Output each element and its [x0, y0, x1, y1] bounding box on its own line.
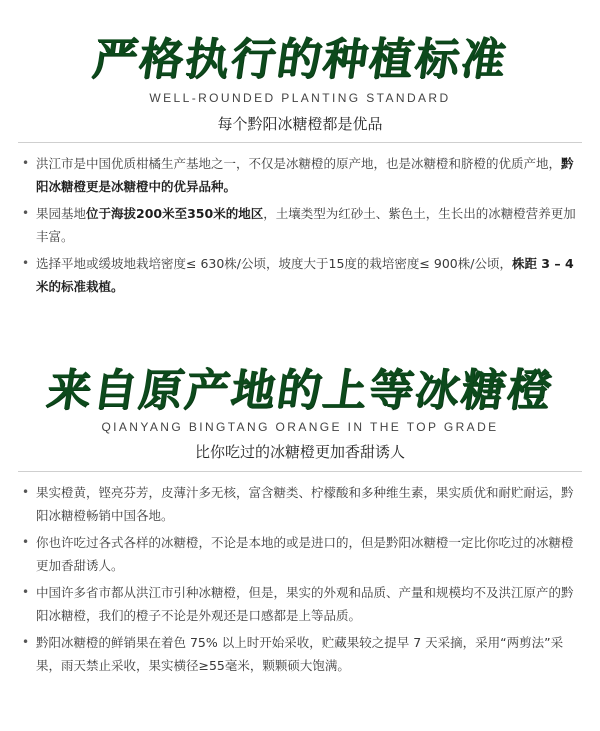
bullet-icon: •: [22, 535, 30, 549]
list-item: • 果实橙黄，铿亮芬芳，皮薄汁多无核，富含糖类、柠檬酸和多种维生素，果实质优和耐贮耐运，黔阳冰糖橙畅销中国各地。: [22, 481, 578, 527]
list-item: • 洪江市是中国优质柑橘生产基地之一，不仅是冰糖橙的原产地，也是冰糖橙和脐橙的优质产地，黔阳冰糖橙更是冰糖橙中的优异品种。: [22, 152, 578, 198]
bullet-icon: •: [22, 485, 30, 499]
bullet-icon: •: [22, 635, 30, 649]
section-subtitle-en: QIANYANG BINGTANG ORANGE IN THE TOP GRADE: [101, 420, 499, 434]
list-item: • 黔阳冰糖橙的鲜销果在着色 75% 以上时开始采收，贮藏果较之提早 7 天采摘，采用“两剪法”采果，雨天禁止采收，果实横径≥55毫米，颗颗硕大饱满。: [22, 631, 578, 677]
bullet-icon: •: [22, 585, 30, 599]
section-title: 来自原产地的上等冰糖橙: [43, 365, 557, 416]
bullet-icon: •: [22, 256, 30, 270]
list-item: • 选择平地或缓坡地栽培密度≤ 630株/公顷，坡度大于15度的栽培密度≤ 900株/公顷，株距 3 – 4米的标准栽植。: [22, 252, 578, 298]
section-title: 严格执行的种植标准: [89, 34, 511, 85]
section-subtitle-cn: 每个黔阳冰糖橙都是优品: [217, 115, 383, 133]
section-subtitle-en: WELL-ROUNDED PLANTING STANDARD: [149, 91, 451, 105]
list-item: • 中国许多省市都从洪江市引种冰糖橙，但是，果实的外观和品质、产量和规模均不及洪江原产的黔阳冰糖橙，我们的橙子不论是外观还是口感都是上等品质。: [22, 581, 578, 627]
divider: [18, 471, 582, 472]
list-item: • 果园基地位于海拔200米至350米的地区，土壤类型为红砂土、紫色土，生长出的冰糖橙营养更加丰富。: [22, 202, 578, 248]
section-subtitle-cn: 比你吃过的冰糖橙更加香甜诱人: [194, 443, 405, 461]
list-item: • 你也许吃过各式各样的冰糖橙，不论是本地的或是进口的，但是黔阳冰糖橙一定比你吃过的冰糖橙更加香甜诱人。: [22, 531, 578, 577]
bullet-icon: •: [22, 156, 30, 170]
bullet-icon: •: [22, 206, 30, 220]
bullet-list: [22, 152, 578, 302]
divider: [18, 142, 582, 143]
bullet-list: [22, 481, 578, 681]
